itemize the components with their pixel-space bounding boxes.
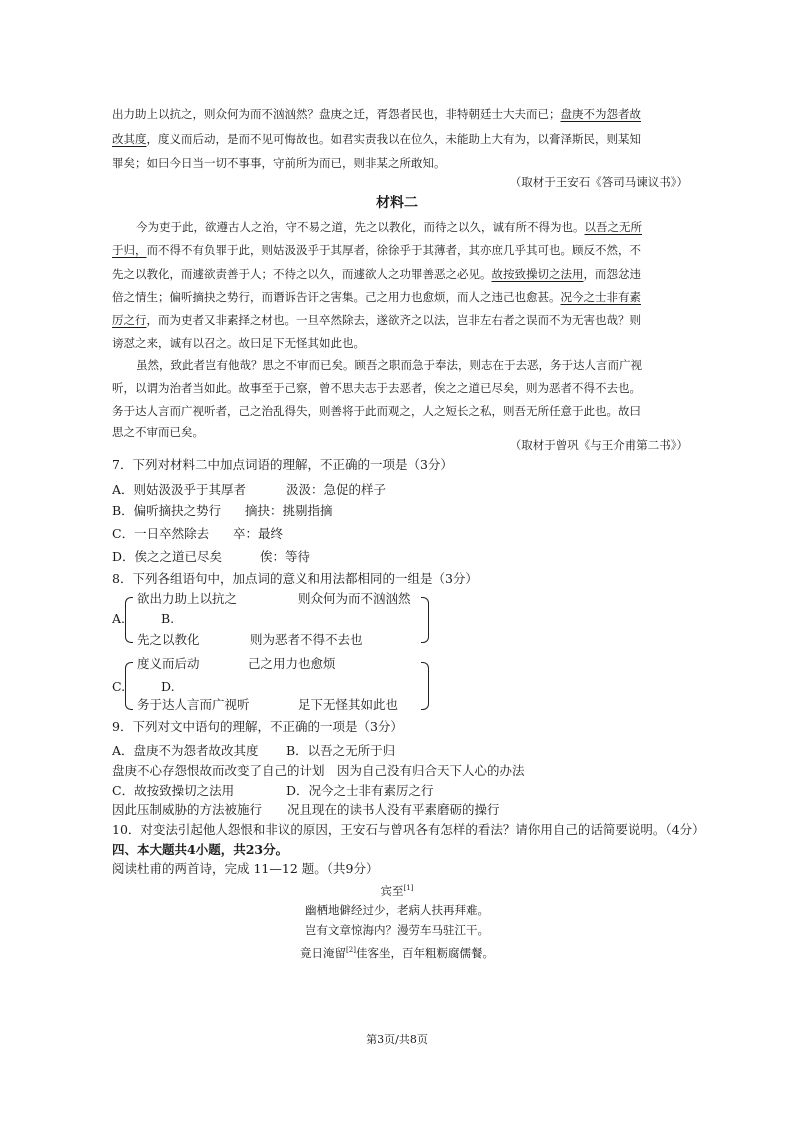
q8-c-bottom-right: 足下无怪其如此也: [298, 697, 399, 712]
q9-ab-gloss: 盘庚不心存怨恨故而改变了自己的计划 因为自己没有归合天下人心的办法: [112, 763, 525, 778]
q8-label-c: C.: [112, 679, 126, 694]
q8-stem: 8．下列各组语句中，加点词的意义和用法都相同的一组是（3分）: [112, 571, 478, 586]
poem-line-2: 岂有文章惊海内？漫劳车马驻江干。: [305, 923, 489, 937]
q7-option-b: B．偏听摘抉之势行: [112, 503, 222, 518]
q8-brace-left-c: [125, 662, 133, 710]
m2-p1-line-4: 倍之情生；偏听摘抉之势行，而谮诉告讦之害集。己之用力也愈烦，而人之违己也愈甚。况今之士非有素: [112, 290, 641, 304]
q7-option-a: A．则姑汲汲乎于其厚者: [112, 482, 247, 497]
m2-p1-line-5: 厉之行，而为吏者又非素择之材也。一旦卒然除去，遂欲齐之以法，岂非左右者之误而不为无害也哉？则: [112, 313, 641, 327]
section4-intro: 阅读杜甫的两首诗，完成 11—12 题。（共9分）: [112, 861, 379, 876]
m2-p2-line-4: 思之不审而已矣。: [112, 425, 204, 439]
q8-c-bottom-left: 务于达人言而广视听: [137, 697, 250, 712]
m2-p1-line-6: 谤怼之来，诚有以召之。故曰足下无怪其如此也。: [112, 336, 365, 350]
m2-p2-line-2: 听，以谓为治者当如此。故事至于己察，曾不思夫志于去恶者，俟之之道已尽矣，则为恶者不得不去也。: [112, 381, 641, 395]
m2-p2-line-1: 虽然，致此者岂有他哉？思之不审而已矣。顾吾之职而急于奉法，则志在于去恶，务于达人言而广视: [136, 358, 642, 372]
m2-p1-line-3: 先之以教化，而遽欲责善于人；不待之以久，而遽欲人之功罪善恶之必见。故按致操切之法用，而怨忿违: [112, 267, 641, 281]
poem-title-note: [1]: [403, 884, 414, 892]
q9-cd-gloss: 因此压制威胁的方法被施行 况且现在的读书人没有平素磨砺的操行: [112, 802, 500, 817]
q7-option-c: C．一日卒然除去: [112, 526, 210, 541]
poem-line-3-note: [2]: [346, 946, 356, 954]
q9-option-c: C．故按致操切之法用: [112, 783, 235, 798]
q8-c-top-left: 度义而后动: [137, 656, 200, 671]
q8-a-top-left: 欲出力助上以抗之: [137, 591, 238, 606]
m1-line-1: 出力助上以抗之，则众何为而不汹汹然？盘庚之迁，胥怨者民也，非特朝廷士大夫而已；盘庚不为怨者故: [112, 107, 641, 121]
q8-c-top-right: 己之用力也愈烦: [248, 656, 336, 671]
q10-stem: 10．对变法引起他人怨恨和非议的原因，王安石与曾巩各有怎样的看法？请你用自己的话简要说明。（4分）: [112, 822, 705, 837]
m1-source: （取材于王安石《答司马谏议书》）: [509, 175, 688, 189]
q9-option-d: D．况今之士非有素厉之行: [286, 783, 434, 798]
q8-brace-right-a: [421, 597, 429, 643]
q8-label-a: A.: [112, 611, 126, 626]
q8-brace-right-c: [421, 662, 429, 710]
q8-a-bottom-right: 则为恶者不得不去也: [250, 632, 363, 647]
poem-line-3: 竟日淹留[2]佳客坐，百年粗粝腐儒餐。: [300, 945, 494, 960]
q8-brace-left-a: [125, 597, 133, 643]
m2-p1-line-1: 今为吏于此，欲遵古人之治，守不易之道，先之以教化，而待之以久，诚有所不得为也。以吾之无所: [136, 220, 642, 234]
m2-source: （取材于曾巩《与王介甫第二书》）: [509, 438, 688, 452]
q7-option-d-gloss: 俟：等待: [260, 549, 311, 564]
m1-line-3: 罪矣；如曰今日当一切不事事，守前所为而已，则非某之所敢知。: [112, 156, 446, 170]
m2-p2-line-3: 务于达人言而广视听者，己之治乱得失，则善将于此而观之，人之短长之私，则吾无所任意于此也。故曰: [112, 404, 641, 418]
q8-label-b: B.: [161, 611, 175, 626]
poem-title: 宾至[1]: [380, 883, 414, 898]
q9-option-b: B．以吾之无所于归: [286, 743, 396, 758]
q7-option-c-gloss: 卒：最终: [233, 526, 284, 541]
section4-heading: 四、本大题共4小题，共23分。: [112, 842, 289, 857]
q8-a-top-right: 则众何为而不汹汹然: [298, 591, 411, 606]
page-footer: 第3页/共8页: [366, 1033, 428, 1046]
q8-a-bottom-left: 先之以教化: [137, 632, 200, 647]
poem-line-1: 幽栖地僻经过少，老病人扶再拜难。: [305, 903, 489, 917]
m2-heading: 材料二: [376, 195, 418, 211]
m1-line-2: 改其度，度义而后动，是而不见可悔故也。如君实责我以在位久，未能助上大有为，以膏泽斯民，则某知: [112, 132, 641, 146]
q9-stem: 9．下列对文中语句的理解，不正确的一项是（3分）: [112, 719, 403, 734]
q7-option-b-gloss: 摘抉：挑剔指摘: [245, 503, 333, 518]
q7-stem: 7．下列对材料二中加点词语的理解，不正确的一项是（3分）: [112, 457, 453, 472]
q8-label-d: D.: [161, 679, 175, 694]
m2-p1-line-2: 于归，而不得不有负罪于此，则姑汲汲乎于其厚者，徐徐乎于其薄者，其亦庶几乎其可也。顾反不然，不: [112, 243, 641, 257]
q7-option-d: D．俟之之道已尽矣: [112, 549, 223, 564]
q7-option-a-gloss: 汲汲：急促的样子: [286, 482, 387, 497]
q9-option-a: A．盘庚不为怨者故改其度: [112, 743, 259, 758]
